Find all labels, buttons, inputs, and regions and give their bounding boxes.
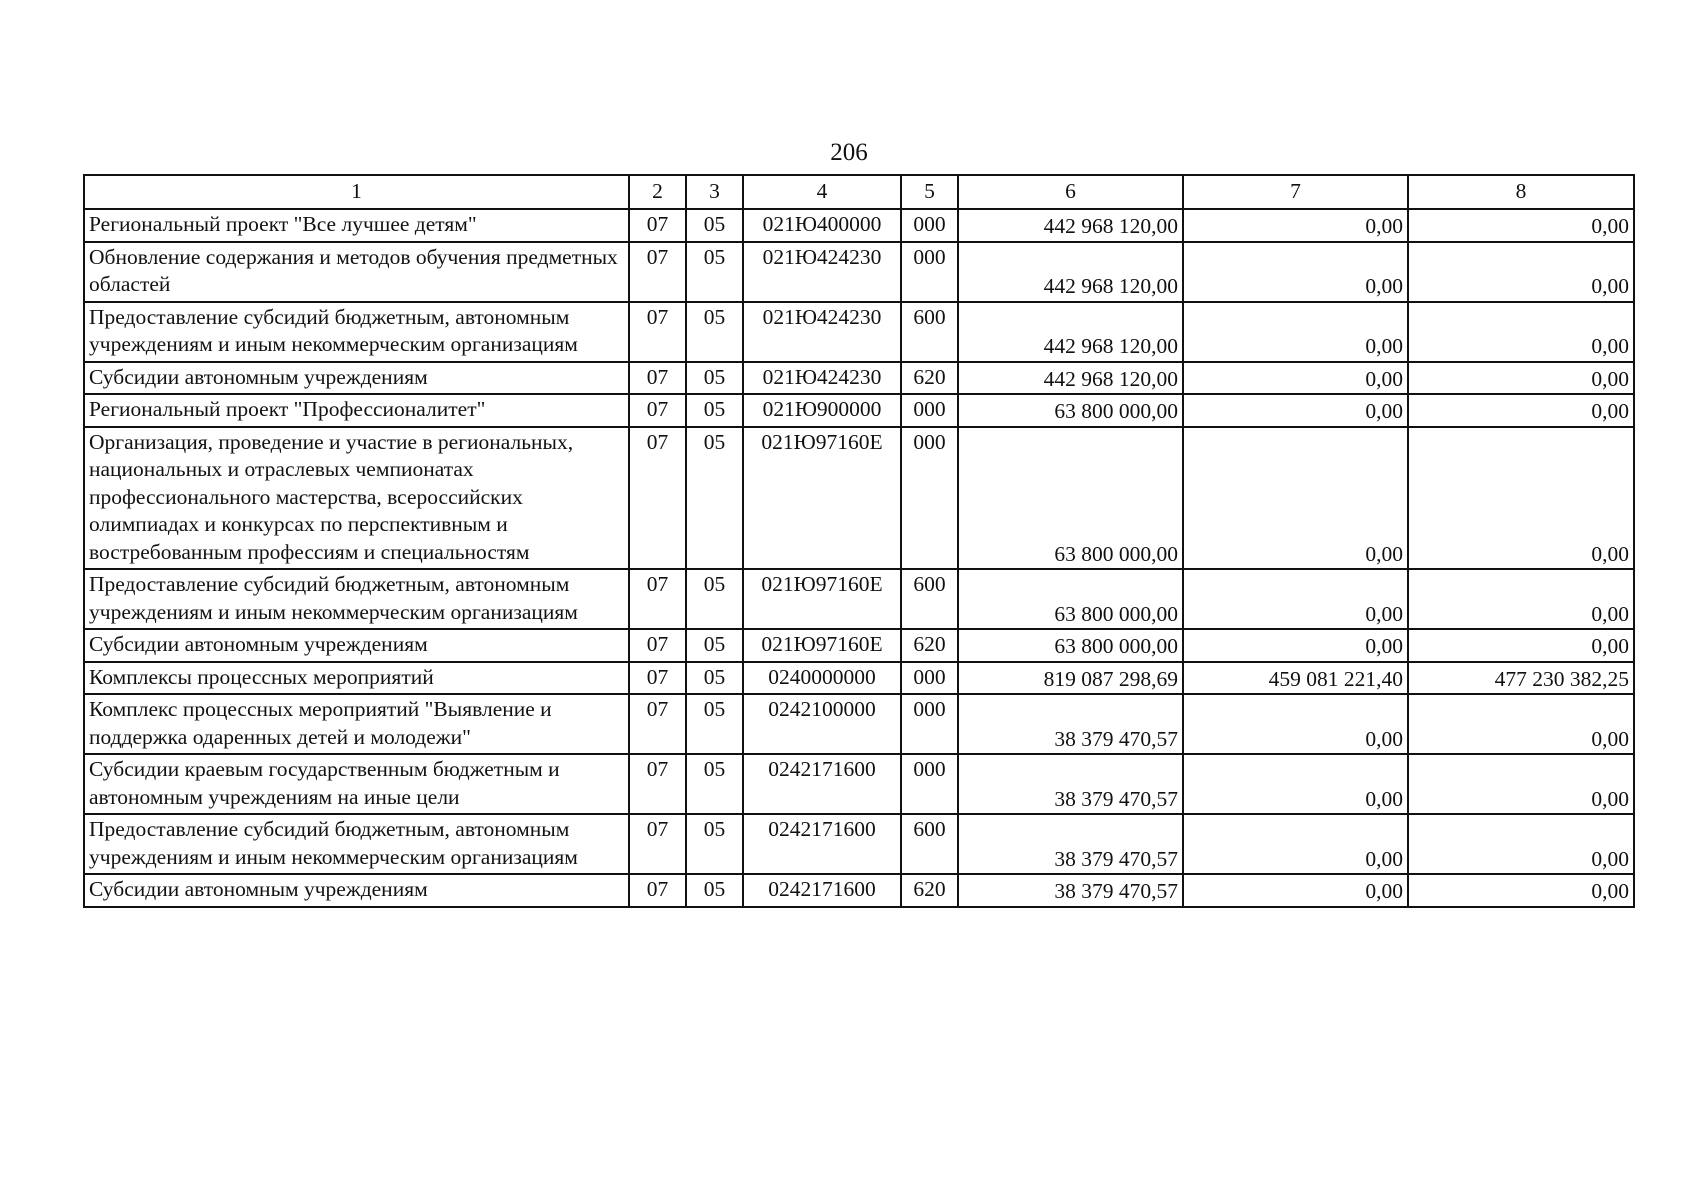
table-row [84,874,1634,907]
amount-col8: 0,00 [1408,427,1634,570]
expense-type-code: 600 [901,569,958,629]
amount-col8: 0,00 [1408,242,1634,302]
amount-col6: 442 968 120,00 [958,362,1183,395]
amount-col8: 477 230 382,25 [1408,662,1634,695]
amount-col6: 63 800 000,00 [958,394,1183,427]
section-code: 07 [629,394,686,427]
amount-col8: 0,00 [1408,814,1634,874]
expense-type-code: 000 [901,754,958,814]
amount-col8: 0,00 [1408,629,1634,662]
amount-col7: 0,00 [1183,209,1408,242]
column-header: 1 [84,175,629,209]
column-header: 4 [743,175,901,209]
table-row [84,242,1634,302]
table-row [84,694,1634,754]
subsection-code: 05 [686,427,743,570]
amount-col6: 63 800 000,00 [958,427,1183,570]
row-name: Предоставление субсидий бюджетным, автономным учреждениям и иным некоммерческим организациям [84,814,629,874]
target-article-code: 021Ю97160Е [743,569,901,629]
subsection-code: 05 [686,629,743,662]
column-header: 8 [1408,175,1634,209]
amount-col6: 38 379 470,57 [958,754,1183,814]
amount-col7: 0,00 [1183,694,1408,754]
amount-col8: 0,00 [1408,754,1634,814]
amount-col7: 0,00 [1183,814,1408,874]
section-code: 07 [629,362,686,395]
subsection-code: 05 [686,209,743,242]
subsection-code: 05 [686,814,743,874]
target-article-code: 0242171600 [743,754,901,814]
expense-type-code: 000 [901,662,958,695]
target-article-code: 0242171600 [743,814,901,874]
column-header: 2 [629,175,686,209]
row-name: Субсидии автономным учреждениям [84,362,629,395]
column-header: 7 [1183,175,1408,209]
amount-col8: 0,00 [1408,694,1634,754]
row-name: Региональный проект "Все лучшее детям" [84,209,629,242]
section-code: 07 [629,209,686,242]
amount-col7: 459 081 221,40 [1183,662,1408,695]
page-number: 206 [830,139,868,166]
amount-col7: 0,00 [1183,394,1408,427]
expense-type-code: 000 [901,694,958,754]
subsection-code: 05 [686,754,743,814]
row-name: Комплекс процессных мероприятий "Выявление и поддержка одаренных детей и молодежи" [84,694,629,754]
amount-col8: 0,00 [1408,569,1634,629]
expense-type-code: 620 [901,629,958,662]
expense-type-code: 600 [901,814,958,874]
table-row [84,394,1634,427]
section-code: 07 [629,662,686,695]
target-article-code: 0240000000 [743,662,901,695]
table-row [84,569,1634,629]
section-code: 07 [629,754,686,814]
table-row [84,302,1634,362]
subsection-code: 05 [686,874,743,907]
table-row [84,814,1634,874]
table-row [84,662,1634,695]
amount-col7: 0,00 [1183,362,1408,395]
row-name: Субсидии краевым государственным бюджетным и автономным учреждениям на иные цели [84,754,629,814]
amount-col6: 442 968 120,00 [958,209,1183,242]
target-article-code: 021Ю424230 [743,242,901,302]
subsection-code: 05 [686,569,743,629]
amount-col7: 0,00 [1183,569,1408,629]
row-name: Субсидии автономным учреждениям [84,629,629,662]
table-row [84,209,1634,242]
section-code: 07 [629,427,686,570]
expense-type-code: 600 [901,302,958,362]
amount-col7: 0,00 [1183,629,1408,662]
column-header: 5 [901,175,958,209]
target-article-code: 021Ю424230 [743,302,901,362]
row-name: Региональный проект "Профессионалитет" [84,394,629,427]
subsection-code: 05 [686,662,743,695]
expense-type-code: 000 [901,394,958,427]
row-name: Предоставление субсидий бюджетным, автономным учреждениям и иным некоммерческим организациям [84,569,629,629]
table-row [84,629,1634,662]
subsection-code: 05 [686,242,743,302]
budget-table [83,174,1635,908]
subsection-code: 05 [686,394,743,427]
expense-type-code: 620 [901,874,958,907]
amount-col6: 442 968 120,00 [958,242,1183,302]
table-row [84,362,1634,395]
target-article-code: 0242100000 [743,694,901,754]
table-row [84,754,1634,814]
row-name: Организация, проведение и участие в региональных, национальных и отраслевых чемпионатах профессионального мастерства, всероссийских олимпиадах и конкурсах по перспективным и востребованным профессиям и специальностям [84,427,629,570]
amount-col8: 0,00 [1408,302,1634,362]
amount-col7: 0,00 [1183,754,1408,814]
subsection-code: 05 [686,362,743,395]
section-code: 07 [629,629,686,662]
expense-type-code: 000 [901,242,958,302]
amount-col6: 442 968 120,00 [958,302,1183,362]
amount-col6: 63 800 000,00 [958,629,1183,662]
column-header: 6 [958,175,1183,209]
target-article-code: 021Ю97160Е [743,629,901,662]
row-name: Обновление содержания и методов обучения предметных областей [84,242,629,302]
section-code: 07 [629,569,686,629]
table-row [84,427,1634,570]
amount-col6: 63 800 000,00 [958,569,1183,629]
amount-col6: 38 379 470,57 [958,814,1183,874]
amount-col6: 819 087 298,69 [958,662,1183,695]
amount-col8: 0,00 [1408,209,1634,242]
row-name: Предоставление субсидий бюджетным, автономным учреждениям и иным некоммерческим организациям [84,302,629,362]
section-code: 07 [629,242,686,302]
table-body [84,175,1634,907]
target-article-code: 0242171600 [743,874,901,907]
subsection-code: 05 [686,694,743,754]
section-code: 07 [629,874,686,907]
target-article-code: 021Ю400000 [743,209,901,242]
expense-type-code: 000 [901,209,958,242]
section-code: 07 [629,694,686,754]
target-article-code: 021Ю900000 [743,394,901,427]
amount-col8: 0,00 [1408,394,1634,427]
header-row [84,175,1634,209]
expense-type-code: 000 [901,427,958,570]
amount-col8: 0,00 [1408,874,1634,907]
amount-col7: 0,00 [1183,427,1408,570]
amount-col6: 38 379 470,57 [958,694,1183,754]
amount-col8: 0,00 [1408,362,1634,395]
amount-col7: 0,00 [1183,302,1408,362]
column-header: 3 [686,175,743,209]
amount-col7: 0,00 [1183,874,1408,907]
amount-col6: 38 379 470,57 [958,874,1183,907]
section-code: 07 [629,302,686,362]
amount-col7: 0,00 [1183,242,1408,302]
expense-type-code: 620 [901,362,958,395]
target-article-code: 021Ю97160Е [743,427,901,570]
subsection-code: 05 [686,302,743,362]
section-code: 07 [629,814,686,874]
row-name: Субсидии автономным учреждениям [84,874,629,907]
target-article-code: 021Ю424230 [743,362,901,395]
row-name: Комплексы процессных мероприятий [84,662,629,695]
